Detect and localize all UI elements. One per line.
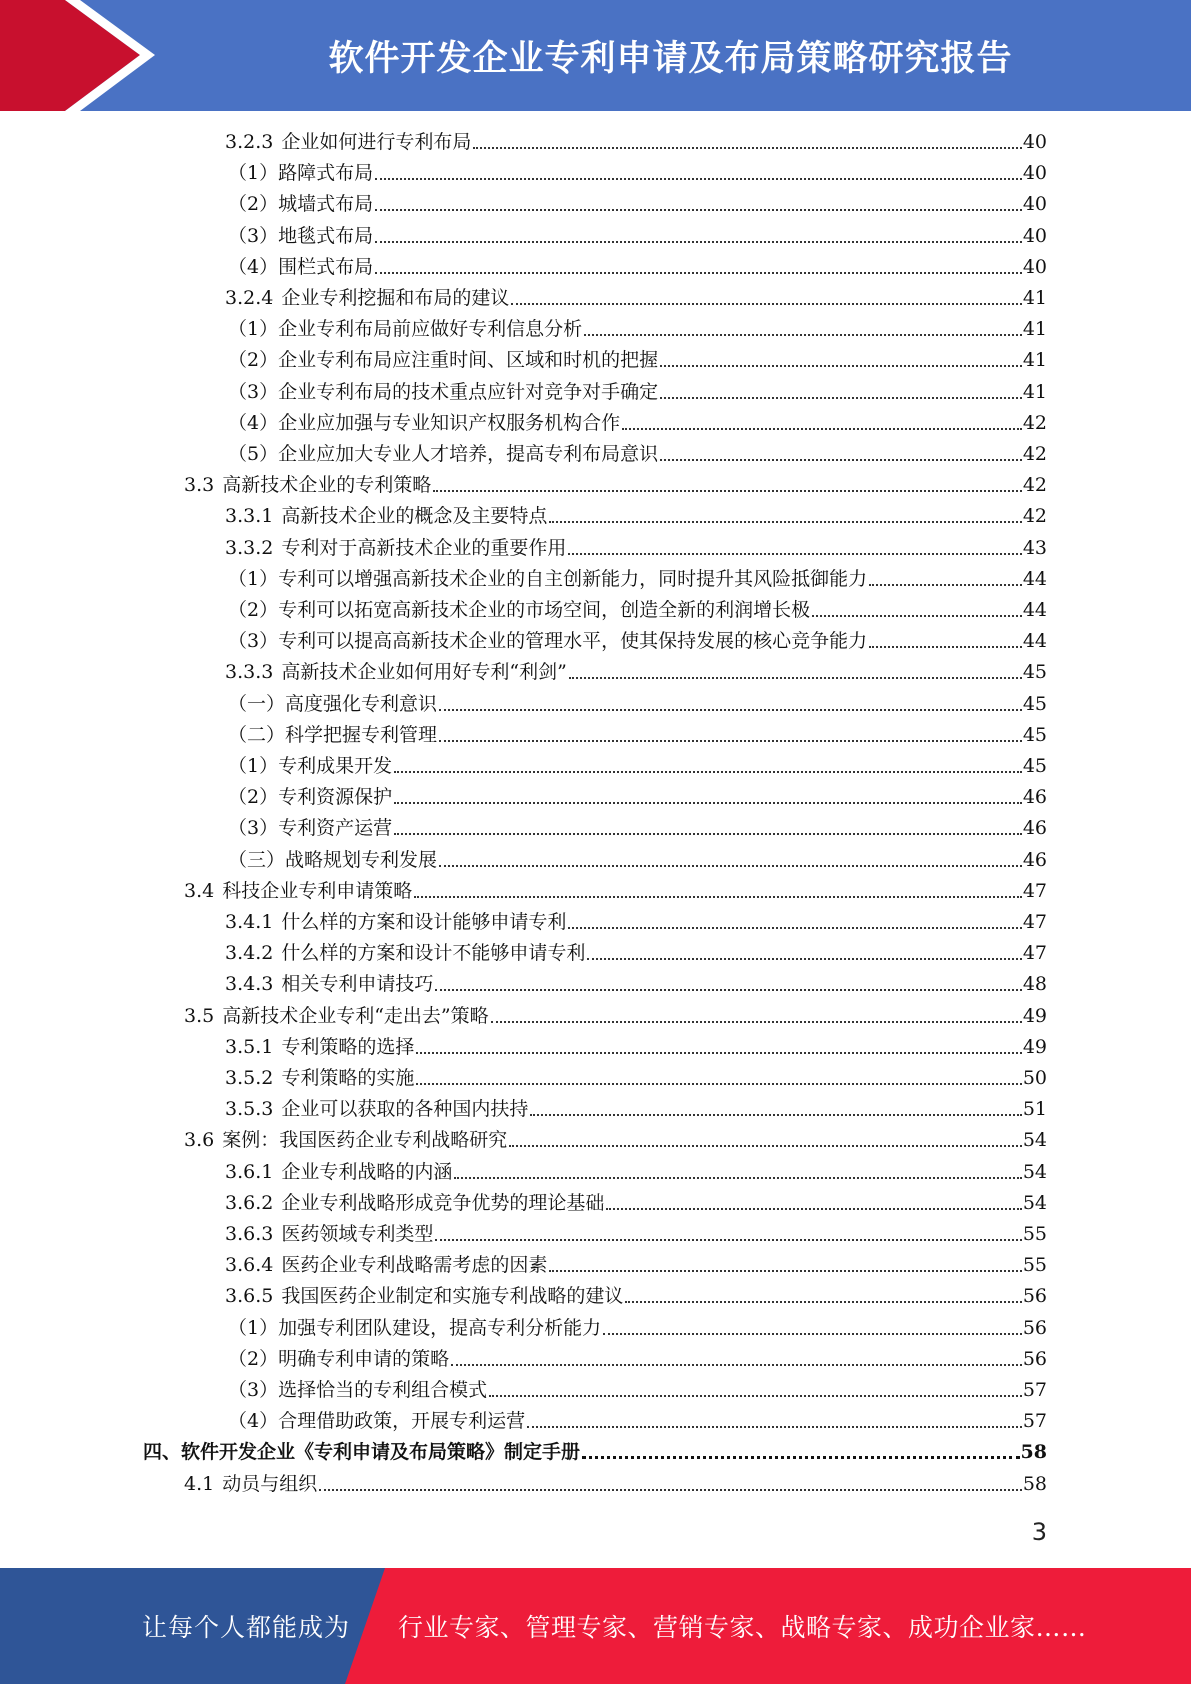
toc-dot-leader: [439, 865, 1022, 867]
toc-entry-label: 高新技术企业如何用好专利“利剑”: [281, 661, 567, 684]
toc-entry[interactable]: [228, 813, 1047, 844]
toc-dot-leader: [568, 553, 1021, 555]
toc-entry-label: （3）专利可以提高高新技术企业的管理水平，使其保持发展的核心竞争能力: [228, 630, 868, 653]
toc-entry-label: （一）高度强化专利意识: [228, 692, 438, 715]
page-number: 3: [1031, 1518, 1047, 1546]
toc-dot-leader: [869, 646, 1022, 648]
toc-entry-page: 42: [1022, 505, 1047, 528]
toc-entry-number: 3.5.2: [225, 1067, 274, 1089]
toc-entry-label: 企业可以获取的各种国内扶持: [281, 1098, 529, 1121]
toc-entry-label: （1）路障式布局: [228, 162, 374, 185]
toc-entry-page: 46: [1022, 786, 1047, 809]
toc-entry-number: 3.4.3: [225, 973, 274, 996]
toc-entry-label: 科技企业专利申请策略: [222, 879, 413, 902]
toc-entry-page: 58: [1020, 1441, 1047, 1464]
toc-entry[interactable]: [228, 377, 1047, 408]
toc-dot-leader: [439, 740, 1022, 742]
toc-entry-label: 企业如何进行专利布局: [281, 131, 472, 153]
toc-dot-leader: [568, 927, 1021, 929]
toc-entry-number: 3.5.1: [225, 1035, 274, 1058]
toc-entry-page: 45: [1022, 692, 1047, 715]
toc-dot-leader: [414, 896, 1022, 898]
toc-entry[interactable]: [228, 1313, 1047, 1344]
toc-dot-leader: [435, 1239, 1021, 1241]
report-title: 软件开发企业专利申请及布局策略研究报告: [328, 38, 1013, 79]
toc-entry-number: 3.2.4: [225, 287, 274, 309]
toc-entry-label: 专利策略的实施: [281, 1067, 415, 1089]
toc-dot-leader: [660, 365, 1022, 367]
toc-dot-leader: [433, 490, 1022, 492]
toc-entry[interactable]: [184, 876, 1047, 907]
toc-dot-leader: [660, 397, 1022, 399]
toc-entry[interactable]: [225, 1250, 1047, 1281]
toc-entry-label: 案例：我国医药企业专利战略研究: [222, 1129, 508, 1152]
toc-entry[interactable]: [228, 782, 1047, 813]
toc-dot-leader: [375, 209, 1022, 211]
toc-entry-page: 40: [1022, 255, 1047, 278]
toc-entry[interactable]: [228, 720, 1047, 751]
toc-entry-page: 47: [1022, 942, 1047, 965]
toc-dot-leader: [530, 1114, 1021, 1116]
toc-dot-leader: [375, 178, 1022, 180]
header-arrow-decoration: [0, 0, 200, 111]
toc-entry-page: 41: [1022, 318, 1047, 341]
toc-entry[interactable]: [225, 1188, 1047, 1219]
toc-entry[interactable]: [228, 439, 1047, 470]
toc-entry[interactable]: [228, 158, 1047, 189]
toc-entry-number: 3.3: [184, 474, 215, 497]
toc-dot-leader: [473, 147, 1021, 149]
toc-entry[interactable]: [225, 938, 1047, 969]
toc-entry-page: 42: [1022, 411, 1047, 434]
toc-dot-leader: [584, 334, 1022, 336]
toc-entry-page: 44: [1022, 567, 1047, 590]
toc-entry-page: 41: [1022, 287, 1047, 309]
toc-dot-leader: [439, 709, 1022, 711]
toc-entry-page: 49: [1022, 1035, 1047, 1058]
toc-entry-page: 54: [1022, 1129, 1047, 1152]
toc-entry[interactable]: [184, 1125, 1047, 1156]
toc-entry-page: 57: [1022, 1379, 1047, 1401]
toc-entry[interactable]: [228, 314, 1047, 345]
toc-dot-leader: [375, 241, 1022, 243]
toc-entry-page: 51: [1022, 1098, 1047, 1121]
toc-entry-label: （1）专利成果开发: [228, 755, 393, 777]
toc-entry-label: （5）企业应加大专业人才培养，提高专利布局意识: [228, 443, 659, 465]
toc-dot-leader: [549, 1270, 1021, 1272]
toc-entry-number: 3.6.2: [225, 1191, 274, 1214]
toc-entry-page: 42: [1022, 474, 1047, 497]
toc-entry-label: （2）专利可以拓宽高新技术企业的市场空间，创造全新的利润增长极: [228, 599, 811, 621]
toc-entry-number: 3.5.3: [225, 1098, 274, 1121]
toc-dot-leader: [869, 584, 1022, 586]
toc-entry[interactable]: [225, 533, 1047, 564]
footer-slogan-right: 行业专家、管理专家、营销专家、战略专家、成功企业家……: [398, 1613, 1087, 1642]
toc-entry-page: 50: [1022, 1067, 1047, 1089]
toc-entry-label: 医药领域专利类型: [281, 1223, 434, 1245]
toc-entry-number: 4.1: [184, 1472, 215, 1495]
toc-entry-page: 58: [1022, 1472, 1047, 1495]
toc-entry-page: 46: [1022, 848, 1047, 871]
toc-entry-number: 3.4.1: [225, 911, 274, 933]
toc-entry-label: （3）专利资产运营: [228, 817, 393, 840]
toc-entry[interactable]: [225, 1063, 1047, 1094]
toc-entry-label: （4）企业应加强与专业知识产权服务机构合作: [228, 411, 621, 434]
toc-dot-leader: [416, 1083, 1021, 1085]
toc-entry-page: 40: [1022, 131, 1047, 153]
toc-dot-leader: [394, 771, 1022, 773]
toc-entry[interactable]: [228, 408, 1047, 439]
footer-slogan-left: 让每个人都能成为: [142, 1613, 351, 1642]
toc-entry-page: 56: [1022, 1316, 1047, 1339]
toc-entry[interactable]: [225, 1157, 1047, 1188]
toc-entry-number: 3.6.3: [225, 1223, 274, 1245]
toc-entry[interactable]: [225, 657, 1047, 688]
toc-entry[interactable]: [225, 1032, 1047, 1063]
toc-entry[interactable]: [228, 689, 1047, 720]
toc-entry-page: 48: [1022, 973, 1047, 996]
toc-entry-page: 55: [1022, 1223, 1047, 1245]
toc-entry-number: 3.3.2: [225, 536, 274, 559]
toc-dot-leader: [435, 989, 1021, 991]
toc-dot-leader: [549, 521, 1021, 523]
toc-entry[interactable]: [228, 252, 1047, 283]
toc-entry-label: （2）企业专利布局应注重时间、区域和时机的把握: [228, 349, 659, 372]
toc-entry-number: 3.3.3: [225, 661, 274, 684]
toc-dot-leader: [582, 1456, 1020, 1459]
toc-entry-label: 什么样的方案和设计不能够申请专利: [281, 942, 586, 965]
toc-entry-label: （3）选择恰当的专利组合模式: [228, 1379, 488, 1401]
toc-entry-page: 43: [1022, 536, 1047, 559]
toc-entry-label: 我国医药企业制定和实施专利战略的建议: [281, 1285, 624, 1308]
toc-entry[interactable]: [228, 626, 1047, 657]
toc-entry[interactable]: [228, 1375, 1047, 1406]
toc-entry-number: 3.6.4: [225, 1254, 274, 1277]
toc-entry[interactable]: [225, 283, 1047, 314]
toc-entry-number: 3.6: [184, 1129, 215, 1152]
toc-entry-label: 四、软件开发企业《专利申请及布局策略》制定手册: [143, 1441, 581, 1464]
toc-entry-label: 专利对于高新技术企业的重要作用: [281, 536, 567, 559]
toc-entry-label: （2）明确专利申请的策略: [228, 1347, 450, 1370]
toc-entry[interactable]: [184, 1469, 1047, 1500]
toc-dot-leader: [375, 272, 1022, 274]
toc-entry-page: 49: [1022, 1004, 1047, 1027]
toc-entry[interactable]: [228, 221, 1047, 252]
toc-entry-page: 54: [1022, 1191, 1047, 1214]
toc-entry-page: 54: [1022, 1160, 1047, 1183]
page-footer: [0, 1568, 1191, 1684]
toc-dot-leader: [511, 303, 1021, 305]
toc-entry-number: 3.4.2: [225, 942, 274, 965]
toc-entry-label: （1）加强专利团队建设，提高专利分析能力: [228, 1316, 602, 1339]
toc-dot-leader: [489, 1395, 1022, 1397]
toc-entry-label: 企业专利挖掘和布局的建议: [281, 287, 510, 309]
toc-entry-label: （3）企业专利布局的技术重点应针对竞争对手确定: [228, 380, 659, 403]
toc-entry-label: 什么样的方案和设计能够申请专利: [281, 911, 567, 933]
toc-entry-label: 相关专利申请技巧: [281, 973, 434, 996]
toc-entry-label: （4）围栏式布局: [228, 255, 374, 278]
toc-dot-leader: [491, 1021, 1022, 1023]
toc-entry[interactable]: [225, 969, 1047, 1000]
toc-entry-page: 40: [1022, 162, 1047, 185]
toc-dot-leader: [622, 428, 1022, 430]
toc-entry-page: 44: [1022, 599, 1047, 621]
toc-entry-page: 45: [1022, 755, 1047, 777]
header-red-arrow: [0, 0, 140, 111]
toc-dot-leader: [660, 459, 1022, 461]
toc-dot-leader: [625, 1301, 1021, 1303]
toc-entry-page: 47: [1022, 911, 1047, 933]
toc-entry-label: （2）城墙式布局: [228, 193, 374, 216]
toc-entry-number: 3.6.5: [225, 1285, 274, 1308]
toc-entry[interactable]: [228, 751, 1047, 782]
toc-dot-leader: [319, 1489, 1022, 1491]
toc-entry[interactable]: [228, 345, 1047, 376]
toc-entry-number: 3.4: [184, 879, 215, 902]
toc-entry-label: （1）专利可以增强高新技术企业的自主创新能力，同时提升其风险抵御能力: [228, 567, 868, 590]
toc-dot-leader: [394, 833, 1022, 835]
toc-entry-page: 55: [1022, 1254, 1047, 1277]
toc-entry-page: 41: [1022, 349, 1047, 372]
toc-entry-number: 3.3.1: [225, 505, 274, 528]
toc-entry-page: 44: [1022, 630, 1047, 653]
toc-entry-label: 高新技术企业的概念及主要特点: [281, 505, 548, 528]
toc-entry-page: 56: [1022, 1347, 1047, 1370]
toc-entry[interactable]: [228, 1344, 1047, 1375]
toc-entry-label: 企业专利战略的内涵: [281, 1160, 453, 1183]
toc-dot-leader: [812, 615, 1022, 617]
toc-entry[interactable]: [225, 501, 1047, 532]
toc-entry-label: 高新技术企业的专利策略: [222, 474, 432, 497]
toc-entry[interactable]: [228, 595, 1047, 626]
toc-entry-label: （2）专利资源保护: [228, 786, 393, 809]
toc-entry-page: 45: [1022, 661, 1047, 684]
toc-entry-label: （3）地毯式布局: [228, 224, 374, 247]
page-header: [0, 0, 1191, 111]
toc-entry-page: 47: [1022, 879, 1047, 902]
toc-dot-leader: [587, 958, 1021, 960]
toc-dot-leader: [603, 1333, 1022, 1335]
toc-entry[interactable]: [228, 189, 1047, 220]
toc-entry-page: 45: [1022, 723, 1047, 746]
toc-dot-leader: [394, 802, 1022, 804]
toc-entry-label: （1）企业专利布局前应做好专利信息分析: [228, 318, 583, 341]
toc-entry[interactable]: [184, 470, 1047, 501]
toc-entry-label: 企业专利战略形成竞争优势的理论基础: [281, 1191, 605, 1214]
toc-entry[interactable]: [143, 1437, 1047, 1468]
toc-entry-page: 41: [1022, 380, 1047, 403]
toc-entry[interactable]: [225, 1281, 1047, 1312]
toc-entry-number: 3.6.1: [225, 1160, 274, 1183]
toc-entry-page: 56: [1022, 1285, 1047, 1308]
toc-entry-page: 46: [1022, 817, 1047, 840]
toc-entry-page: 42: [1022, 443, 1047, 465]
toc-entry[interactable]: [225, 127, 1047, 158]
toc-entry-label: 动员与组织: [222, 1472, 318, 1495]
toc-entry-number: 3.2.3: [225, 131, 274, 153]
toc-entry-page: 57: [1022, 1410, 1047, 1433]
toc-dot-leader: [416, 1052, 1021, 1054]
toc-entry-label: 高新技术企业专利“走出去”策略: [222, 1004, 489, 1027]
toc-dot-leader: [509, 1145, 1022, 1147]
toc-entry[interactable]: [228, 1406, 1047, 1437]
toc-dot-leader: [527, 1426, 1022, 1428]
toc-entry-label: （4）合理借助政策，开展专利运营: [228, 1410, 526, 1433]
toc-entry-page: 40: [1022, 193, 1047, 216]
toc-dot-leader: [569, 677, 1022, 679]
toc-entry-label: （三）战略规划专利发展: [228, 848, 438, 871]
toc-entry-label: 专利策略的选择: [281, 1035, 415, 1058]
toc-dot-leader: [451, 1364, 1022, 1366]
toc-entry[interactable]: [184, 1001, 1047, 1032]
toc-entry-number: 3.5: [184, 1004, 215, 1027]
toc-entry[interactable]: [228, 845, 1047, 876]
toc-entry[interactable]: [225, 1219, 1047, 1250]
toc-entry[interactable]: [225, 907, 1047, 938]
toc-entry-label: 医药企业专利战略需考虑的因素: [281, 1254, 548, 1277]
toc-dot-leader: [606, 1208, 1021, 1210]
toc-dot-leader: [454, 1177, 1021, 1179]
toc-entry-label: （二）科学把握专利管理: [228, 723, 438, 746]
toc-entry[interactable]: [228, 564, 1047, 595]
toc-entry[interactable]: [225, 1094, 1047, 1125]
toc-entry-page: 40: [1022, 224, 1047, 247]
